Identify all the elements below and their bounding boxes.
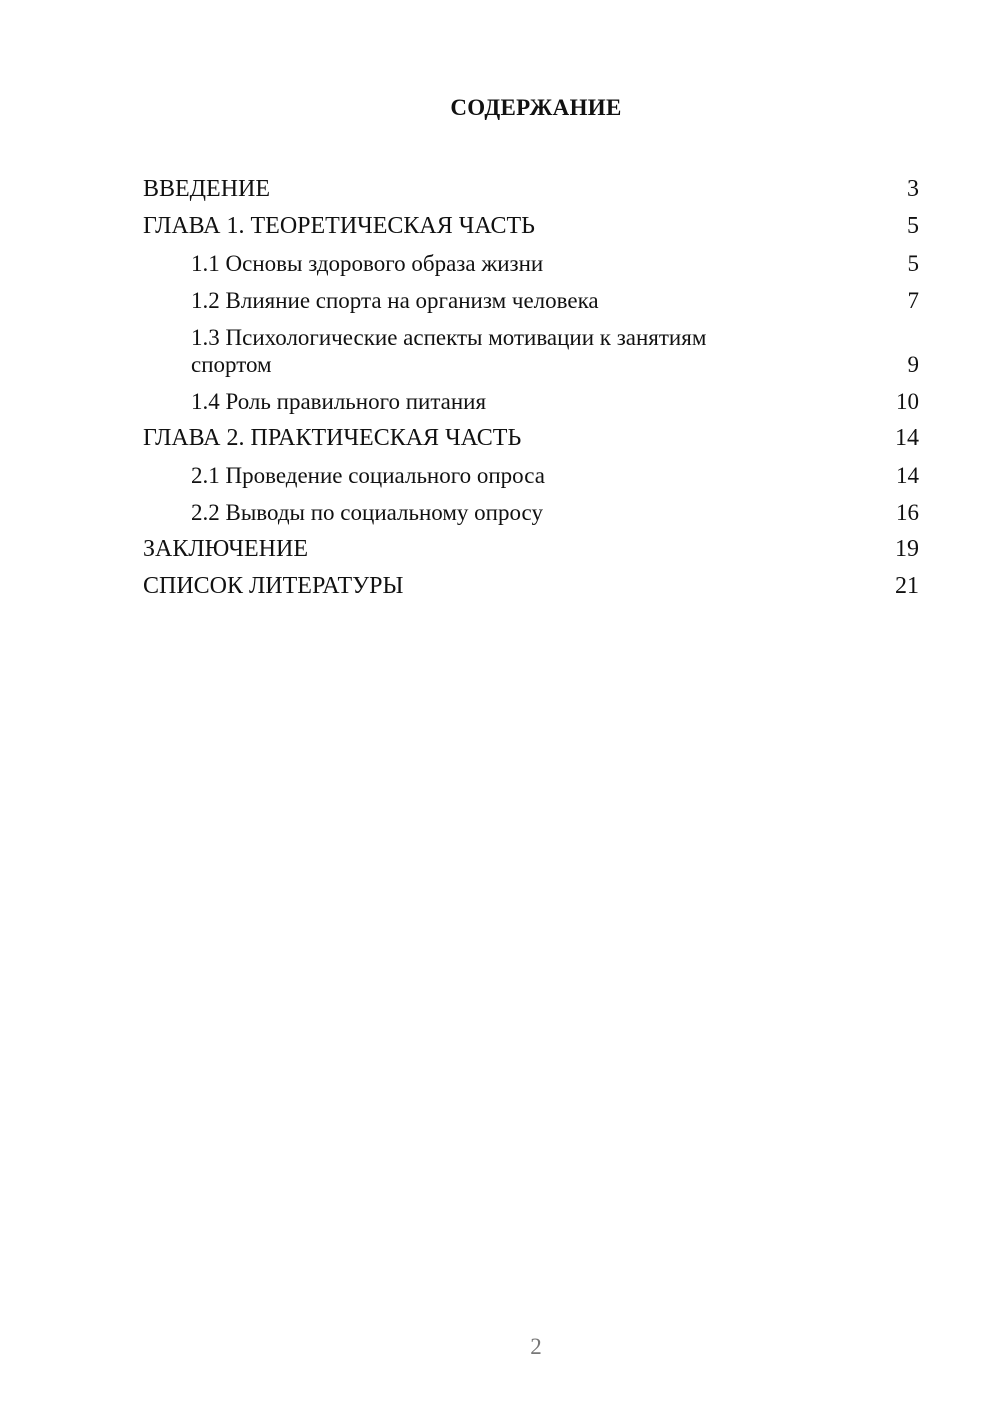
toc-entry-label: ВВЕДЕНИЕ — [143, 176, 271, 202]
toc-entry-page: 5 — [907, 251, 919, 276]
toc-entry-section-1-4[interactable] — [143, 382, 919, 419]
toc-entry-page: 7 — [907, 288, 919, 313]
toc-entry-page: 14 — [895, 425, 919, 451]
toc-entry-label: 1.4 Роль правильного питания — [191, 389, 487, 414]
toc-entry-label: СПИСОК ЛИТЕРАТУРЫ — [143, 573, 404, 599]
toc-entry-label: 1.2 Влияние спорта на организм человека — [191, 288, 599, 313]
toc-entry-section-1-1[interactable] — [143, 244, 919, 281]
toc-entry-section-2-2[interactable] — [143, 493, 919, 530]
toc-entry-label: 1.3 Психологические аспекты мотивации к занятиям спортом — [191, 325, 707, 377]
toc-entry-introduction[interactable] — [143, 170, 919, 207]
toc-entry-page: 21 — [895, 573, 919, 599]
toc-entry-page: 9 — [907, 352, 919, 377]
toc-entry-section-2-1[interactable] — [143, 456, 919, 493]
toc-entry-label: ГЛАВА 2. ПРАКТИЧЕСКАЯ ЧАСТЬ — [143, 425, 522, 451]
toc-entry-label: ЗАКЛЮЧЕНИЕ — [143, 536, 308, 562]
page-number: 2 — [530, 1334, 542, 1359]
toc-entry-chapter-2[interactable] — [143, 419, 919, 456]
toc-entry-page: 10 — [896, 389, 919, 414]
toc-entry-page: 19 — [895, 536, 919, 562]
toc-entry-page: 5 — [907, 213, 919, 239]
toc-entry-chapter-1[interactable] — [143, 207, 919, 244]
toc-entry-references[interactable] — [143, 567, 919, 604]
toc-entry-section-1-3[interactable] — [143, 318, 919, 382]
toc-entry-conclusion[interactable] — [143, 530, 919, 567]
page-title: СОДЕРЖАНИЕ — [450, 95, 622, 120]
toc-entry-label: 1.1 Основы здорового образа жизни — [191, 251, 544, 276]
toc-entry-label: 2.2 Выводы по социальному опросу — [191, 500, 543, 525]
toc-entry-label: 2.1 Проведение социального опроса — [191, 463, 545, 488]
toc-entry-page: 14 — [896, 463, 919, 488]
toc-entry-section-1-2[interactable] — [143, 281, 919, 318]
table-of-contents — [143, 170, 919, 604]
toc-entry-page: 16 — [896, 500, 919, 525]
toc-entry-label: ГЛАВА 1. ТЕОРЕТИЧЕСКАЯ ЧАСТЬ — [143, 213, 535, 239]
toc-entry-page: 3 — [907, 176, 919, 202]
